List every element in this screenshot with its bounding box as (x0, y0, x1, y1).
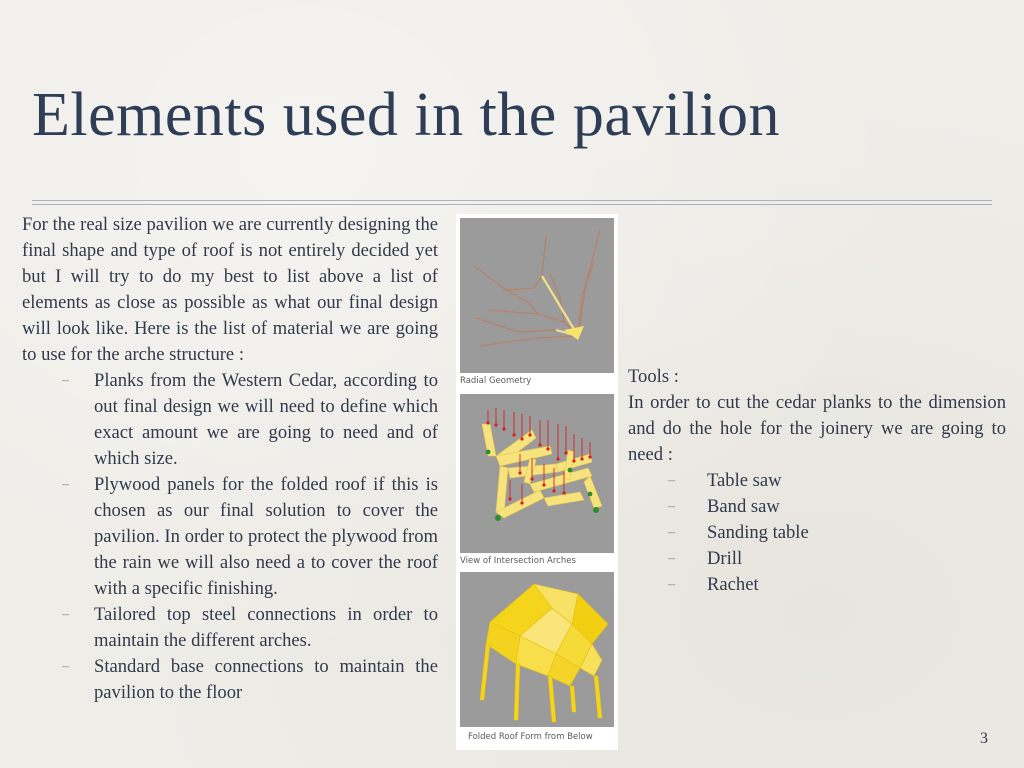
page-number: 3 (980, 730, 988, 747)
intro-paragraph: For the real size pavilion we are currently designing the final shape and type of roof is not entirely decided yet but I will try to do my best to list above a list of elements as close as possible as what our final design will look like. Here is the list of material we are going to use for the arche structure : (22, 214, 438, 365)
list-item-text: Standard base connections to maintain the pavilion to the floor (94, 656, 438, 703)
slide-title: Elements used in the pavilion (32, 81, 781, 149)
tool-label: Band saw (707, 496, 780, 517)
list-item (22, 368, 438, 472)
tools-heading: Tools : (628, 366, 679, 387)
materials-list (22, 368, 438, 706)
tool-label: Rachet (707, 574, 759, 595)
title-divider-second-line (32, 204, 992, 205)
caption-intersection-arches: View of Intersection Arches (460, 556, 576, 566)
radial-geometry-image (460, 218, 614, 373)
intersection-arches-image (460, 394, 614, 553)
caption-radial-geometry: Radial Geometry (460, 376, 532, 386)
list-item-text: Tailored top steel connections in order to maintain the different arches. (94, 604, 438, 651)
bullet-dash: – (62, 659, 69, 674)
list-item (628, 520, 1006, 546)
list-item (628, 468, 1006, 494)
list-item (22, 472, 438, 602)
tool-label: Sanding table (707, 522, 809, 543)
bullet-dash: – (62, 607, 69, 622)
pavilion-figure (456, 214, 618, 750)
tool-label: Drill (707, 548, 743, 569)
list-item (628, 572, 1006, 598)
bullet-dash: – (62, 477, 69, 492)
bullet-dash: – (668, 499, 675, 514)
title-divider (32, 200, 992, 201)
list-item (628, 546, 1006, 572)
bullet-dash: – (62, 373, 69, 388)
list-item-text: Plywood panels for the folded roof if this is chosen as our final solution to cover the pavilion. In order to protect the plywood from the rain we will also need a to cover the roof with a specific finishing. (94, 474, 438, 599)
bullet-dash: – (668, 551, 675, 566)
tool-label: Table saw (707, 470, 782, 491)
list-item-text: Planks from the Western Cedar, according to out final design we will need to define which exact amount we are going to need and of which size. (94, 370, 438, 469)
tools-list (628, 468, 1006, 598)
list-item (628, 494, 1006, 520)
bullet-dash: – (668, 577, 675, 592)
materials-text-block (22, 212, 438, 706)
list-item (22, 654, 438, 706)
folded-roof-image (460, 572, 614, 727)
bullet-dash: – (668, 525, 675, 540)
caption-folded-roof: Folded Roof Form from Below (468, 732, 593, 742)
list-item (22, 602, 438, 654)
tools-text-block (628, 364, 1006, 598)
bullet-dash: – (668, 473, 675, 488)
tools-paragraph: In order to cut the cedar planks to the dimension and do the hole for the joinery we are going to need : (628, 392, 1006, 465)
